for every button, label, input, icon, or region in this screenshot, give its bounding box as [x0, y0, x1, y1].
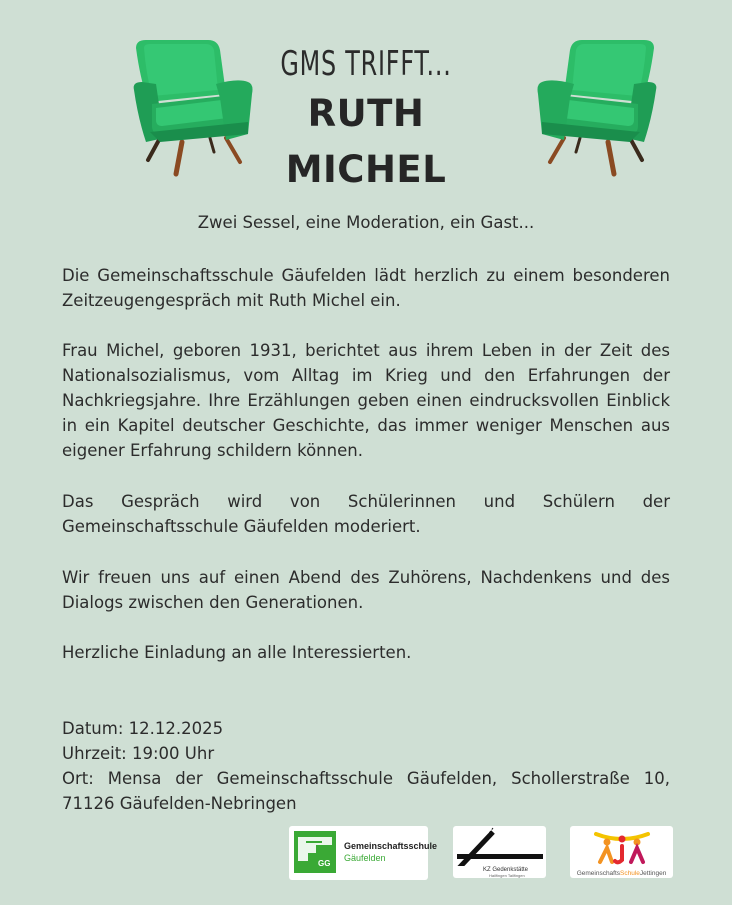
- event-location: Ort: Mensa der Gemeinschaftsschule Gäufelden, Schollerstraße 10, 71126 Gäufelden-Nebringen: [62, 769, 670, 813]
- people-figures-icon: [570, 826, 673, 870]
- paragraph-moderation: Das Gespräch wird von Schülerinnen und Schülern der Gemeinschaftsschule Gäufelden moderiert.: [62, 492, 670, 536]
- gs-logo-part2: Schule: [620, 870, 640, 877]
- tagline: Zwei Sessel, eine Moderation, ein Gast...: [197, 213, 535, 232]
- kz-logo-line1: KZ Gedenkstätte: [483, 867, 529, 873]
- gg-logo-line2: Gäufelden: [344, 853, 386, 863]
- gg-logo-line1: Gemeinschaftsschule: [344, 841, 438, 851]
- gs-logo-text: [570, 870, 673, 877]
- paragraph-biography: Frau Michel, geboren 1931, berichtet aus ihrem Leben in der Zeit des Nationalsozialismus, vom Alltag im Krieg und den Erfahrungen der Nachkriegsjahre. Ihre Erzählungen geben einen eindrucksvollen Einblick in ein Kapitel deutscher Geschichte, das immer weniger Menschen aus eigener Erfahrung schildern können.: [62, 341, 670, 460]
- armchair-icon-left: [130, 38, 254, 178]
- event-date: Datum: 12.12.2025: [62, 719, 224, 738]
- logo-gms-jettingen: [570, 826, 673, 878]
- gg-logo-letters: GG: [318, 859, 331, 868]
- guest-name-first: RUTH: [307, 92, 425, 135]
- gs-logo-part1: Gemeinschafts: [576, 870, 621, 877]
- paragraph-dialog: Wir freuen uns auf einen Abend des Zuhörens, Nachdenkens und des Dialogs zwischen den Generationen.: [62, 568, 670, 612]
- paragraph-welcome: Herzliche Einladung an alle Interessierten.: [62, 643, 412, 662]
- event-time: Uhrzeit: 19:00 Uhr: [62, 744, 215, 763]
- armchair-icon-right: [536, 38, 660, 178]
- logo-kz-gedenkstaette: [453, 826, 546, 878]
- gs-logo-part3: Jettingen: [639, 870, 667, 877]
- paragraph-invitation: Die Gemeinschaftsschule Gäufelden lädt herzlich zu einem besonderen Zeitzeugengespräch mit Ruth Michel ein.: [62, 266, 670, 310]
- logo-gms-gaeufelden: [289, 826, 438, 880]
- guest-name-last: MICHEL: [285, 148, 447, 191]
- kz-logo-line2: Hailfingen Tailfingen: [489, 873, 525, 878]
- event-details: [62, 716, 670, 816]
- event-kicker: GMS TRIFFT...: [280, 44, 452, 84]
- gg-logo-mark: [294, 831, 336, 873]
- rail-track-icon: [453, 826, 546, 866]
